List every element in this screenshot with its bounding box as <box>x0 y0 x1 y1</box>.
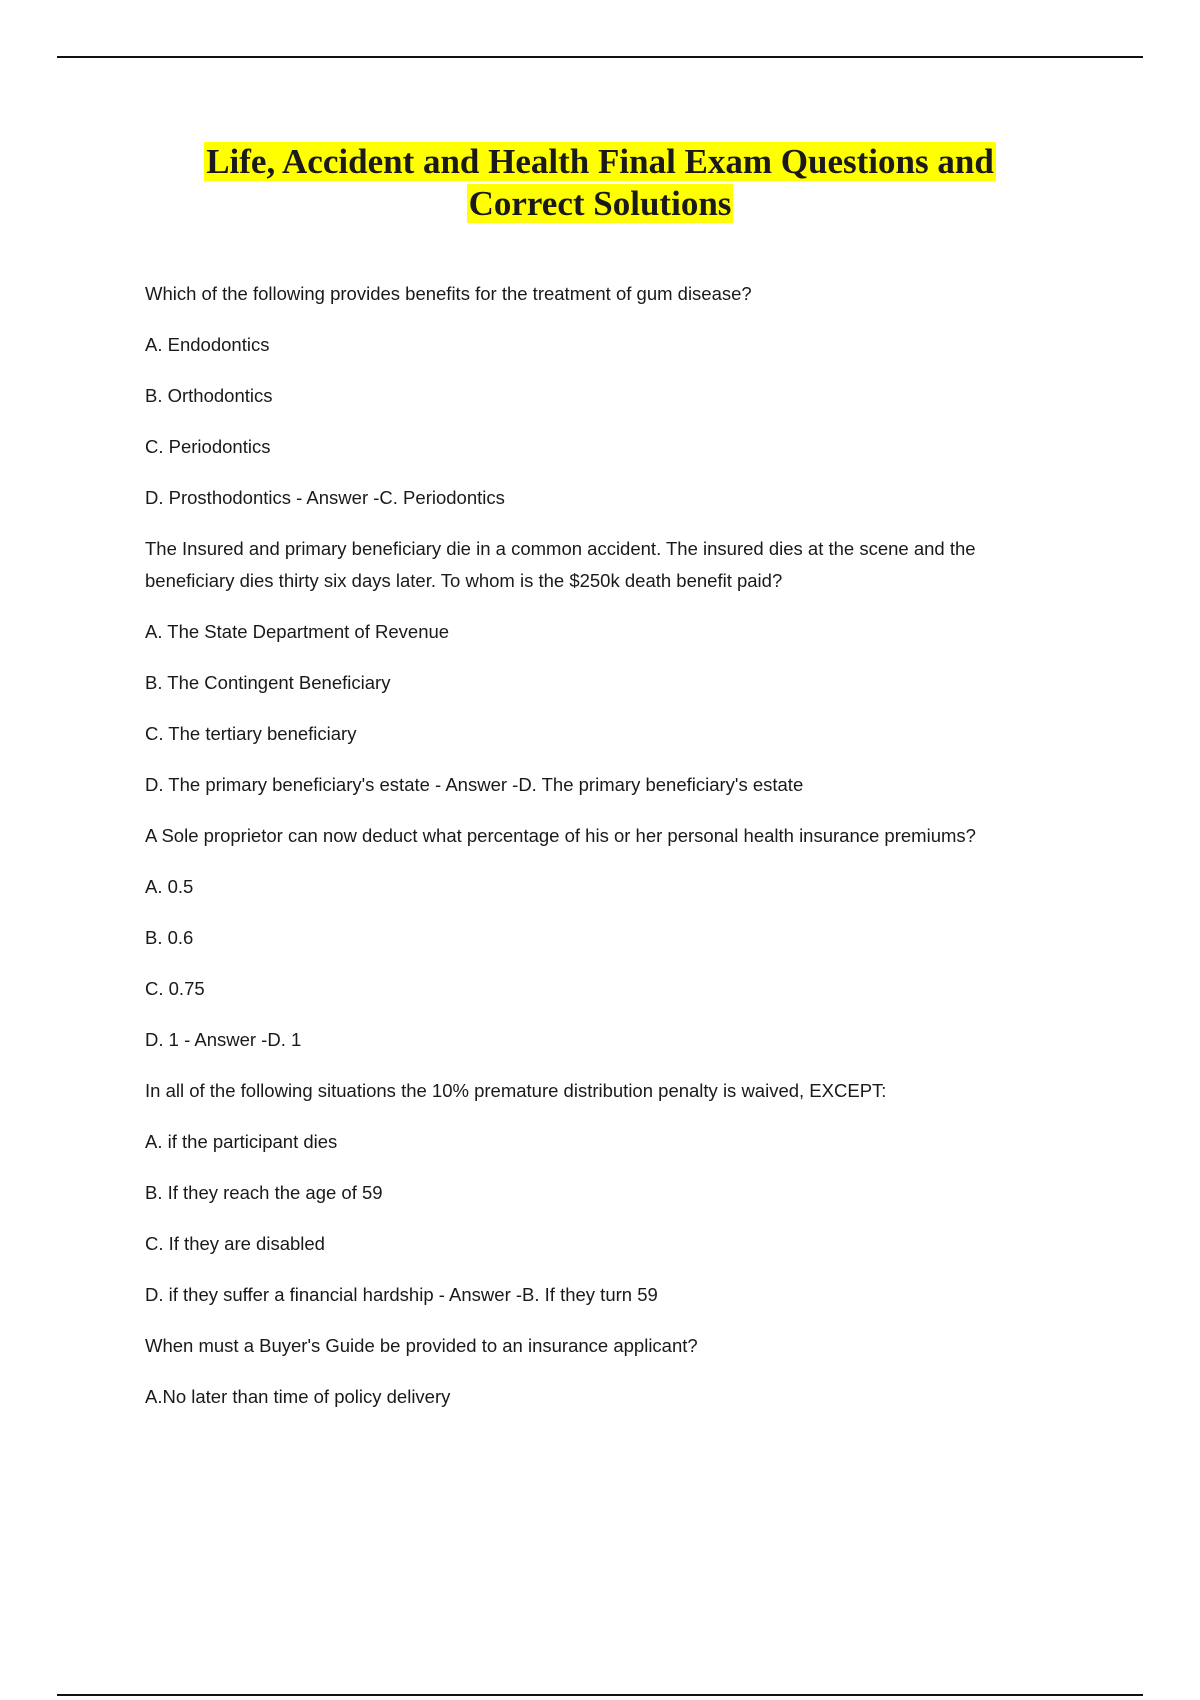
question-1-option-c: C. Periodontics <box>145 436 271 457</box>
question-3-option-b: B. 0.6 <box>145 927 194 948</box>
question-1-option-a: A. Endodontics <box>145 334 270 355</box>
top-rule <box>57 56 1143 58</box>
question-4-text: In all of the following situations the 10% premature distribution penalty is waived, EXCEPT: <box>145 1080 887 1101</box>
document-title <box>0 141 1200 225</box>
question-1-option-d: D. Prosthodontics - Answer -C. Periodontics <box>145 487 505 508</box>
question-3-text: A Sole proprietor can now deduct what percentage of his or her personal health insurance premiums? <box>145 825 976 846</box>
question-2-text-line-2: beneficiary dies thirty six days later. To whom is the $250k death benefit paid? <box>145 570 783 591</box>
question-3-option-c: C. 0.75 <box>145 978 205 999</box>
question-1-option-b: B. Orthodontics <box>145 385 273 406</box>
question-1-text: Which of the following provides benefits for the treatment of gum disease? <box>145 283 752 304</box>
question-5-option-a: A.No later than time of policy delivery <box>145 1386 451 1407</box>
question-5-text: When must a Buyer's Guide be provided to an insurance applicant? <box>145 1335 698 1356</box>
question-4-option-a: A. if the participant dies <box>145 1131 338 1152</box>
question-2-option-a: A. The State Department of Revenue <box>145 621 450 642</box>
title-line-1: Life, Accident and Health Final Exam Questions and <box>206 142 994 181</box>
bottom-rule <box>57 1694 1143 1696</box>
question-3-option-a: A. 0.5 <box>145 876 194 897</box>
question-2-text <box>145 533 1065 597</box>
question-4-option-d: D. if they suffer a financial hardship - Answer -B. If they turn 59 <box>145 1284 658 1305</box>
question-4-option-b: B. If they reach the age of 59 <box>145 1182 383 1203</box>
question-2-option-b: B. The Contingent Beneficiary <box>145 672 391 693</box>
title-line-2: Correct Solutions <box>468 184 732 223</box>
question-4-option-c: C. If they are disabled <box>145 1233 325 1254</box>
question-2-text-line-1: The Insured and primary beneficiary die in a common accident. The insured dies at the scene and the <box>145 538 976 559</box>
question-3-option-d: D. 1 - Answer -D. 1 <box>145 1029 302 1050</box>
question-2-option-c: C. The tertiary beneficiary <box>145 723 357 744</box>
question-list <box>145 278 1065 1432</box>
question-2-option-d: D. The primary beneficiary's estate - Answer -D. The primary beneficiary's estate <box>145 774 804 795</box>
